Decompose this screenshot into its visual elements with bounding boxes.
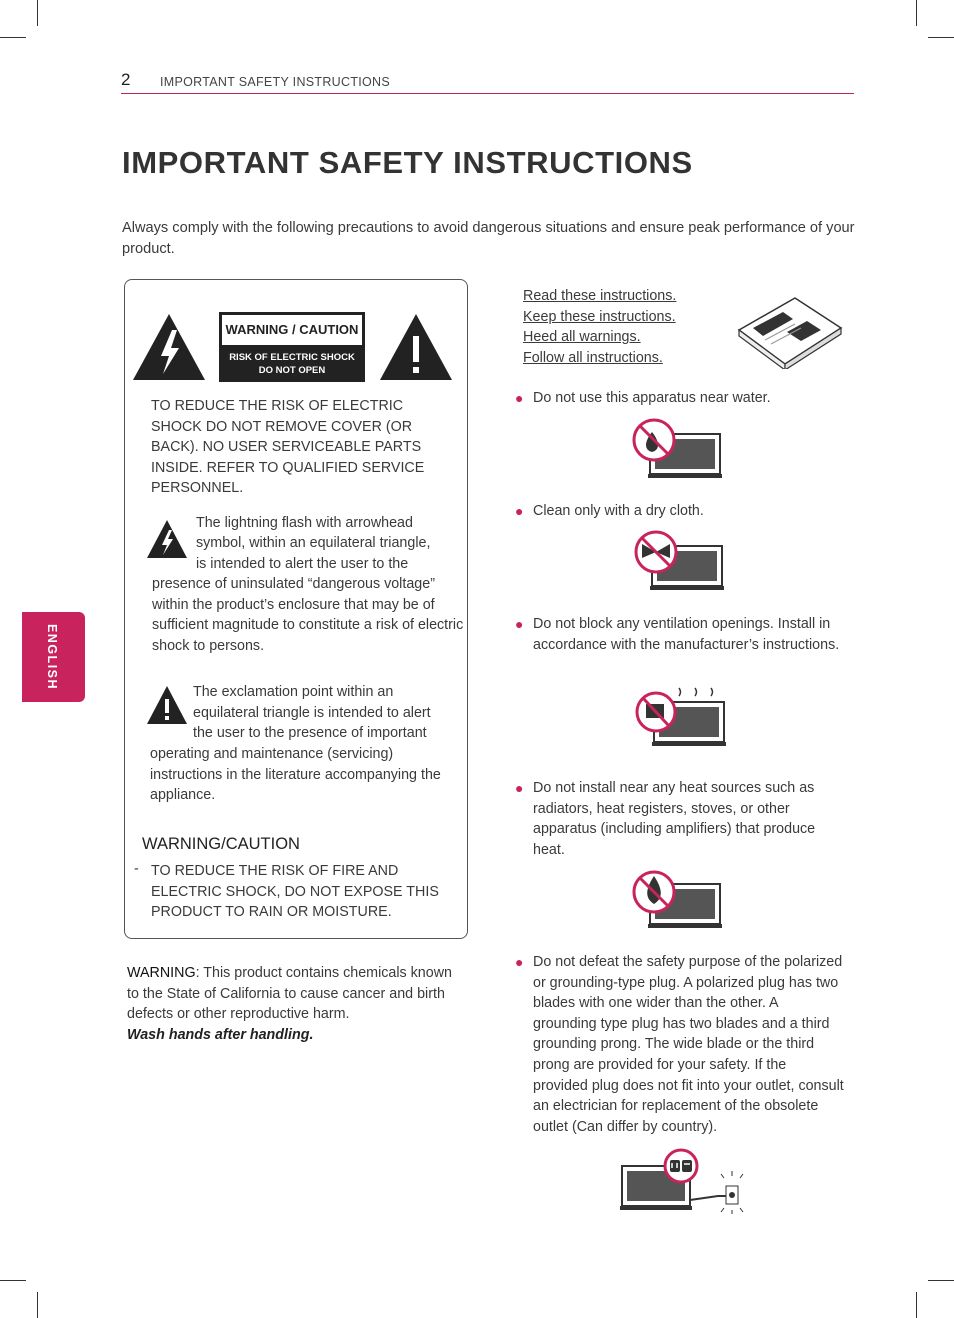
bullet-text: Do not use this apparatus near water. [533, 390, 771, 406]
link-follow[interactable]: Follow all instructions. [523, 349, 663, 366]
ventilation-illustration [634, 686, 729, 748]
bullet-text: Do not defeat the safety purpose of the polarized or grounding-type plug. A polarized plug has two blades with one wider than the other. A grounding type plug has two blades and a third grounding prong. The wide blade or the third prong are provided for your safety. If the provided plug does not fit into your outlet, consult an electrician for replacement of the obsolete outlet (Can differ by country). [533, 954, 844, 1135]
shock-warning-text: TO REDUCE THE RISK OF ELECTRIC SHOCK DO NOT REMOVE COVER (OR BACK). NO USER SERVICEABLE PARTS INSIDE. REFER TO QUALIFIED SERVICE PERSONNEL. [151, 398, 425, 497]
no-water-illustration [630, 418, 725, 480]
crop-mark [0, 1280, 26, 1281]
prop65-text: : This product contains chemicals known to the State of California to cause cancer and birth defects or other reproductive harm. [127, 965, 452, 1023]
heat-source-illustration [630, 868, 725, 930]
exclaim-line-2: equilateral triangle is intended to alert [193, 705, 431, 721]
lightning-triangle-icon [131, 312, 207, 382]
bullet-dot: ● [515, 503, 524, 519]
safety-bullet [515, 388, 845, 409]
exclaim-description: operating and maintenance (servicing) instructions in the literature accompanying the appliance. [150, 746, 441, 804]
warning-caution-text: TO REDUCE THE RISK OF FIRE AND ELECTRIC SHOCK, DO NOT EXPOSE THIS PRODUCT TO RAIN OR MOISTURE. [151, 863, 439, 921]
safety-bullet [515, 778, 845, 860]
warning-label-line2: DO NOT OPEN [258, 365, 326, 376]
page-number: 2 [121, 70, 131, 89]
running-header: IMPORTANT SAFETY INSTRUCTIONS [160, 75, 391, 89]
bullet-text: Clean only with a dry cloth. [533, 503, 704, 519]
warning-label-line1: RISK OF ELECTRIC SHOCK [229, 352, 355, 363]
crop-mark [37, 0, 38, 26]
header-rule [121, 93, 854, 94]
plug-illustration [618, 1148, 748, 1214]
link-keep[interactable]: Keep these instructions. [523, 308, 676, 325]
manual-book-icon [735, 294, 845, 369]
bullet-dot: ● [515, 390, 524, 406]
prop65-emphasis: Wash hands after handling. [127, 1026, 314, 1043]
crop-mark [928, 1280, 954, 1281]
language-tab [22, 612, 85, 702]
crop-mark [916, 0, 917, 26]
link-read[interactable]: Read these instructions. [523, 288, 677, 304]
link-heed[interactable]: Heed all warnings. [523, 329, 641, 345]
instruction-links [523, 286, 676, 368]
page-title: IMPORTANT SAFETY INSTRUCTIONS [122, 145, 693, 180]
bullet-text: Do not install near any heat sources such as radiators, heat registers, stoves, or other apparatus (including amplifiers) that produce heat. [533, 780, 816, 858]
exclaim-line-1: The exclamation point within an [193, 684, 394, 700]
safety-bullet [515, 614, 845, 655]
exclamation-triangle-icon [378, 312, 454, 382]
bullet-dot: ● [515, 616, 524, 632]
safety-bullet [515, 952, 845, 1137]
bullet-dot: ● [515, 954, 524, 970]
prop65-warning [127, 963, 462, 1045]
bullet-dot: ● [515, 780, 524, 796]
warning-label [219, 312, 365, 382]
lightning-description: presence of uninsulated “dangerous voltage” within the product’s enclosure that may be of sufficient magnitude to constitute a risk of electric shock to persons. [152, 576, 464, 654]
intro-paragraph: Always comply with the following precautions to avoid dangerous situations and ensure peak performance of your product. [122, 220, 855, 257]
lightning-line-1: The lightning flash with arrowhead [196, 515, 413, 531]
crop-mark [37, 1292, 38, 1318]
prop65-label: WARNING [127, 965, 196, 981]
warning-caution-title: WARNING/CAUTION [142, 835, 300, 853]
crop-mark [916, 1292, 917, 1318]
lightning-triangle-small-icon [146, 519, 188, 559]
exclaim-line-3: the user to the presence of important [193, 725, 427, 741]
language-tab-label: ENGLISH [45, 623, 59, 691]
lightning-line-3: is intended to alert the user to the [196, 556, 409, 572]
safety-bullet [515, 501, 845, 522]
list-dash: - [134, 861, 139, 877]
exclamation-triangle-small-icon [146, 685, 188, 725]
bullet-text: Do not block any ventilation openings. Install in accordance with the manufacturer’s instructions. [533, 616, 840, 653]
crop-mark [928, 37, 954, 38]
crop-mark [0, 37, 26, 38]
lightning-line-2: symbol, within an equilateral triangle, [196, 535, 431, 551]
dry-cloth-illustration [632, 530, 727, 592]
warning-label-title: WARNING / CAUTION [225, 322, 359, 337]
